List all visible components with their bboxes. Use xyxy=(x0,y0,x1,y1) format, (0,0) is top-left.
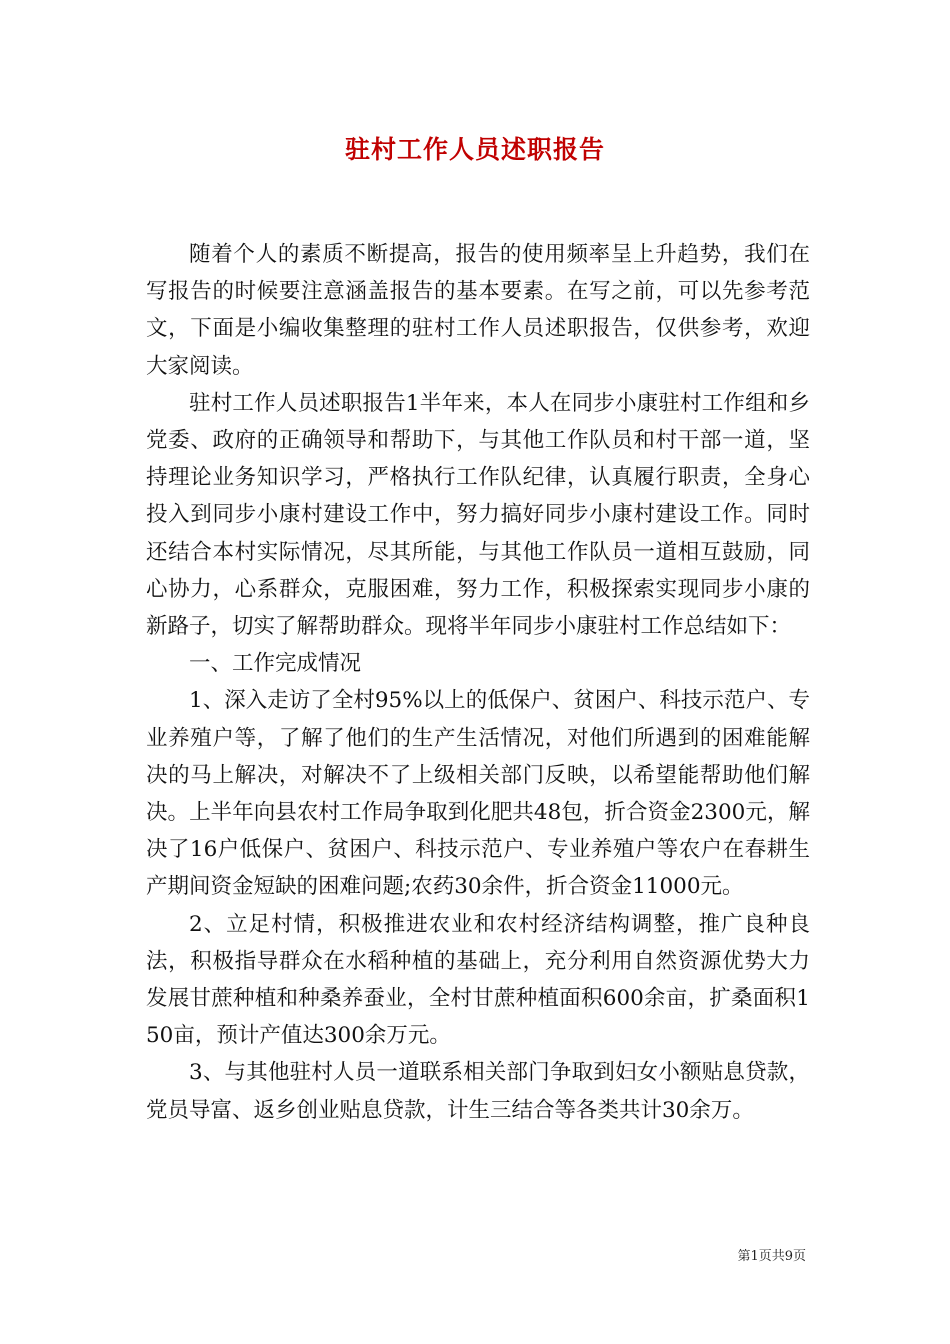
paragraph-intro: 随着个人的素质不断提高，报告的使用频率呈上升趋势，我们在写报告的时候要注意涵盖报告的基本要素。在写之前，可以先参考范文，下面是小编收集整理的驻村工作人员述职报告，仅供参考，欢迎大家阅读。 xyxy=(146,242,810,379)
paragraph-item-3: 3、与其他驻村人员一道联系相关部门争取到妇女小额贴息贷款，党员导富、返乡创业贴息贷款，计生三结合等各类共计30余万。 xyxy=(146,1060,810,1123)
document-body xyxy=(146,236,810,1129)
document-title: 驻村工作人员述职报告 xyxy=(344,135,605,164)
paragraph-item-1: 1、深入走访了全村95%以上的低保户、贫困户、科技示范户、专业养殖户等，了解了他们的生产生活情况，对他们所遇到的困难能解决的马上解决，对解决不了上级相关部门反映，以希望能帮助他们解决。上半年向县农村工作局争取到化肥共48包，折合资金2300元，解决了16户低保户、贫困户、科技示范户、专业养殖户等农户在春耕生产期间资金短缺的困难问题;农药30余件，折合资金11000元。 xyxy=(146,688,810,900)
paragraph-report-1: 驻村工作人员述职报告1半年来，本人在同步小康驻村工作组和乡党委、政府的正确领导和帮助下，与其他工作队员和村干部一道，坚持理论业务知识学习，严格执行工作队纪律，认真履行职责，全身心投入到同步小康村建设工作中，努力搞好同步小康村建设工作。同时还结合本村实际情况，尽其所能，与其他工作队员一道相互鼓励，同心协力，心系群众，克服困难，努力工作，积极探索实现同步小康的新路子，切实了解帮助群众。现将半年同步小康驻村工作总结如下： xyxy=(146,390,810,640)
paragraph-item-2: 2、立足村情，积极推进农业和农村经济结构调整，推广良种良法，积极指导群众在水稻种植的基础上，充分利用自然资源优势大力发展甘蔗种植和种桑养蚕业，全村甘蔗种植面积600余亩，扩桑面积150亩，预计产值达300余万元。 xyxy=(146,911,810,1049)
page-number: 第1页共9页 xyxy=(737,1249,806,1264)
section-heading: 一、工作完成情况 xyxy=(189,651,362,677)
